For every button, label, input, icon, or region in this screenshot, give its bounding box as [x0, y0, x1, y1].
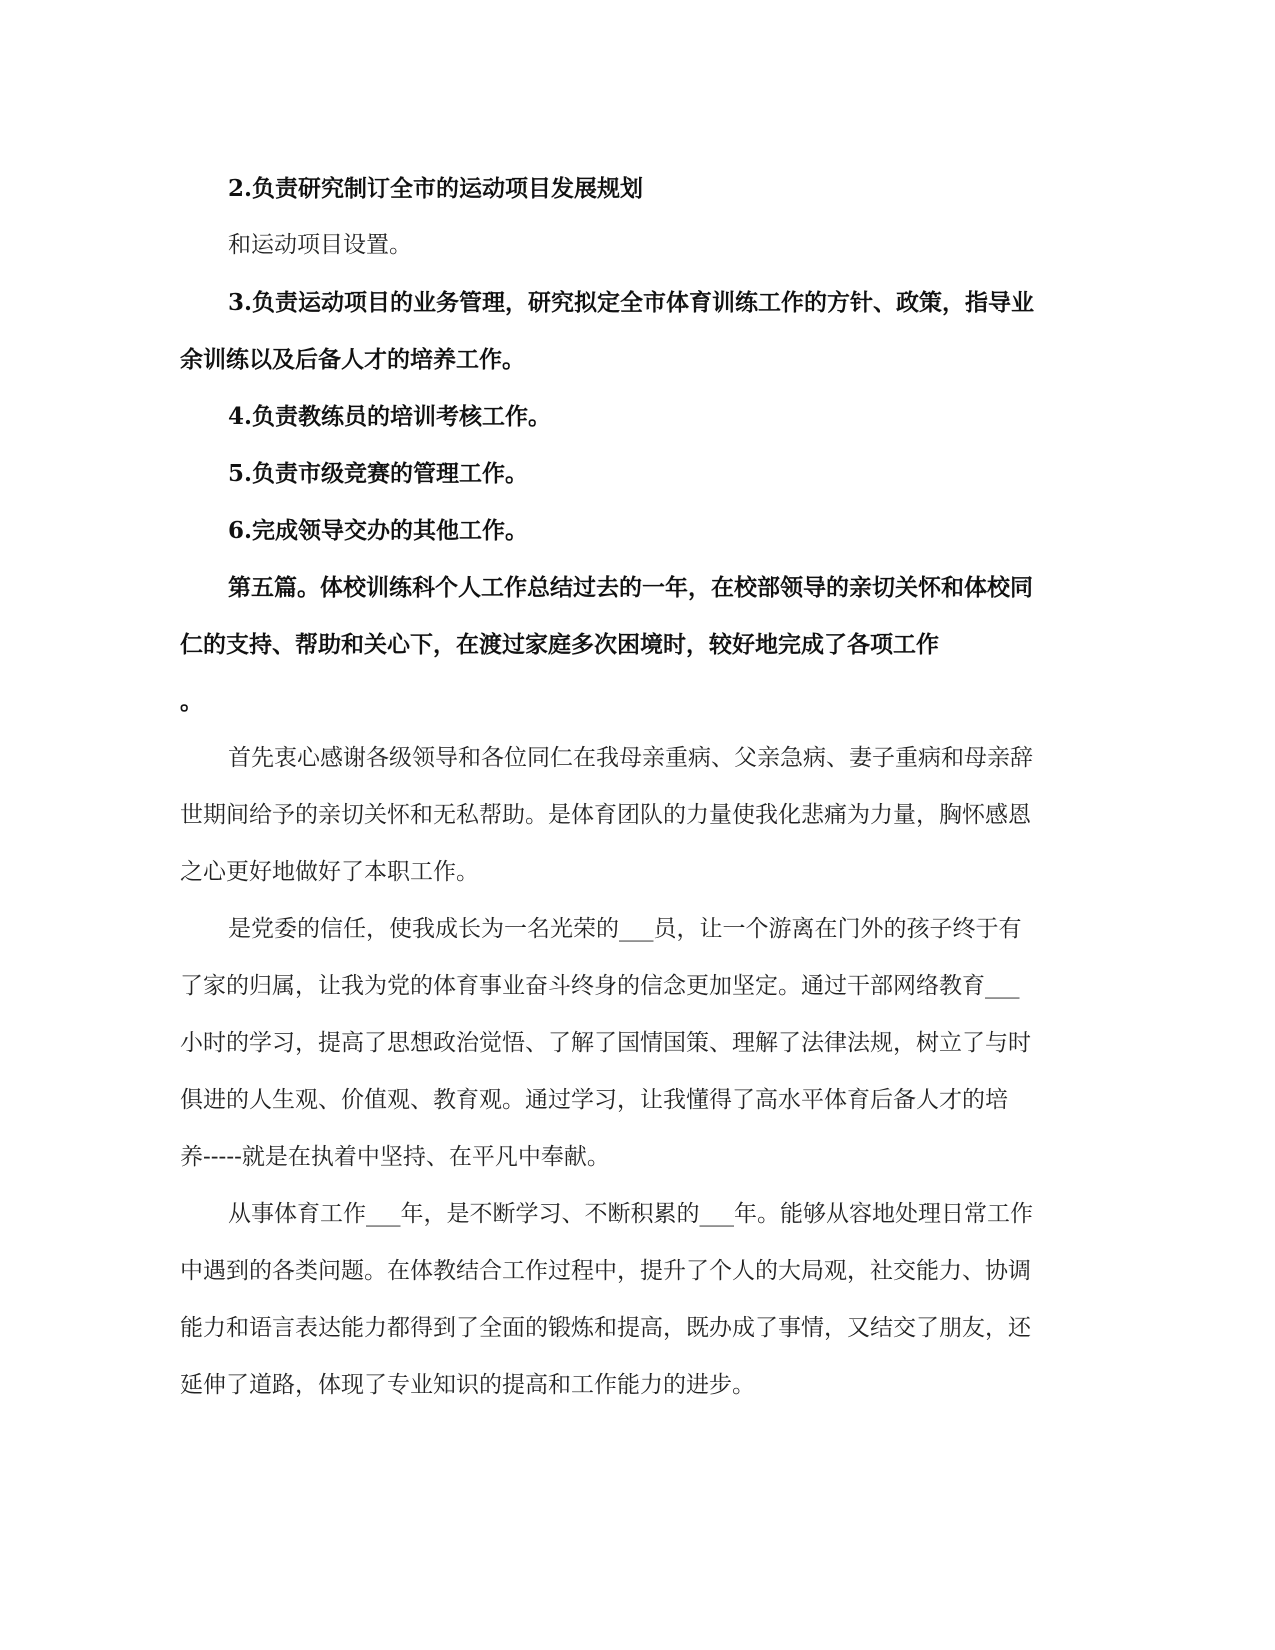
paragraph-item-2: 2.负责研究制订全市的运动项目发展规划 [228, 175, 644, 202]
paragraph-item-4: 4.负责教练员的培训考核工作。 [228, 403, 552, 430]
paragraph-item-2-continuation: 和运动项目设置。 [228, 232, 412, 258]
section-heading-end-mark: 。 [180, 688, 203, 715]
paragraph-item-6: 6.完成领导交办的其他工作。 [228, 517, 529, 544]
section-heading-part-five: 第五篇。体校训练科个人工作总结过去的一年，在校部领导的亲切关怀和体校同仁的支持、帮助和关心下，在渡过家庭多次困境时，较好地完成了各项工作 [180, 574, 1033, 658]
document-page [180, 160, 1038, 1414]
paragraph-party-trust: 是党委的信任，使我成长为一名光荣的___员，让一个游离在门外的孩子终于有了家的归属，让我为党的体育事业奋斗终身的信念更加坚定。通过干部网络教育___小时的学习，提高了思想政治觉悟、了解了国情国策、理解了法律法规，树立了与时俱进的人生观、价值观、教育观。通过学习，让我懂得了高水平体育后备人才的培养-----就是在执着中坚持、在平凡中奉献。 [180, 916, 1031, 1170]
paragraph-thanks: 首先衷心感谢各级领导和各位同仁在我母亲重病、父亲急病、妻子重病和母亲辞世期间给予的亲切关怀和无私帮助。是体育团队的力量使我化悲痛为力量，胸怀感恩之心更好地做好了本职工作。 [180, 745, 1033, 885]
paragraph-item-3: 3.负责运动项目的业务管理，研究拟定全市体育训练工作的方针、政策，指导业余训练以及后备人才的培养工作。 [180, 289, 1035, 373]
paragraph-item-5: 5.负责市级竞赛的管理工作。 [228, 460, 529, 487]
paragraph-sports-work: 从事体育工作___年，是不断学习、不断积累的___年。能够从容地处理日常工作中遇到的各类问题。在体教结合工作过程中，提升了个人的大局观，社交能力、协调能力和语言表达能力都得到了全面的锻炼和提高，既办成了事情，又结交了朋友，还延伸了道路，体现了专业知识的提高和工作能力的进步。 [180, 1201, 1033, 1398]
